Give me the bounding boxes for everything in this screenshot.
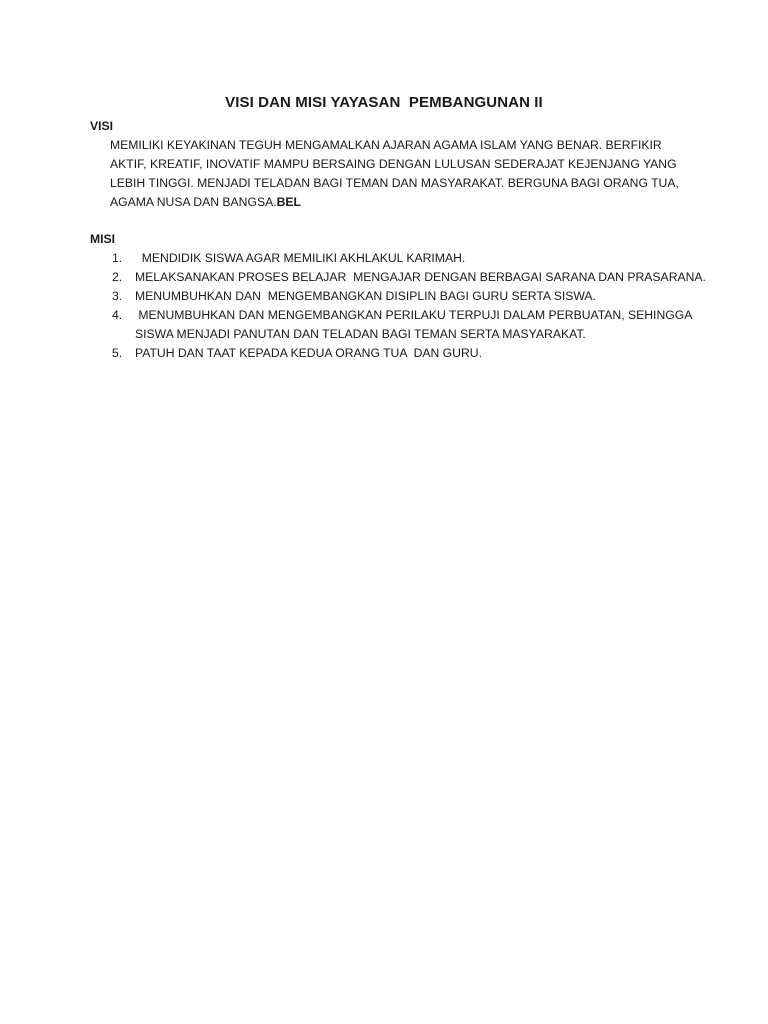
misi-item-number: 1. xyxy=(112,251,123,265)
misi-heading: MISI xyxy=(90,232,116,246)
misi-item-text-continued: SISWA MENJADI PANUTAN DAN TELADAN BAGI TEMAN SERTA MASYARAKAT. xyxy=(135,327,586,341)
visi-line: LEBIH TINGGI. MENJADI TELADAN BAGI TEMAN DAN MASYARAKAT. BERGUNA BAGI ORANG TUA, xyxy=(110,176,679,191)
document-title: VISI DAN MISI YAYASAN PEMBANGUNAN II xyxy=(225,94,543,111)
misi-item xyxy=(112,287,712,306)
misi-item-text: MELAKSANAKAN PROSES BELAJAR MENGAJAR DENGAN BERBAGAI SARANA DAN PRASARANA. xyxy=(135,270,706,284)
visi-line: AKTIF, KREATIF, INOVATIF MAMPU BERSAING DENGAN LULUSAN SEDERAJAT KEJENJANG YANG xyxy=(110,157,677,172)
misi-item-number: 5. xyxy=(112,346,123,360)
misi-item-number: 2. xyxy=(112,270,123,284)
misi-item-text: MENDIDIK SISWA AGAR MEMILIKI AKHLAKUL KARIMAH. xyxy=(135,251,466,265)
misi-list xyxy=(112,249,712,363)
misi-item xyxy=(112,306,712,344)
misi-item-text: PATUH DAN TAAT KEPADA KEDUA ORANG TUA DAN GURU. xyxy=(135,346,482,360)
visi-paragraph xyxy=(110,136,690,212)
misi-item-number: 3. xyxy=(112,289,123,303)
visi-bold-fragment: BEL xyxy=(276,195,301,210)
visi-heading: VISI xyxy=(90,119,114,133)
visi-last-line xyxy=(110,193,690,212)
visi-last-line-text: AGAMA NUSA DAN BANGSA. xyxy=(110,195,277,210)
misi-item xyxy=(112,249,712,268)
misi-item-number: 4. xyxy=(112,308,123,322)
visi-line: MEMILIKI KEYAKINAN TEGUH MENGAMALKAN AJARAN AGAMA ISLAM YANG BENAR. BERFIKIR xyxy=(110,138,662,152)
misi-item xyxy=(112,344,712,363)
misi-item-text: MENUMBUHKAN DAN MENGEMBANGKAN PERILAKU TERPUJI DALAM PERBUATAN, SEHINGGA xyxy=(135,308,693,322)
misi-item xyxy=(112,268,712,287)
misi-item-text: MENUMBUHKAN DAN MENGEMBANGKAN DISIPLIN BAGI GURU SERTA SISWA. xyxy=(135,289,596,303)
